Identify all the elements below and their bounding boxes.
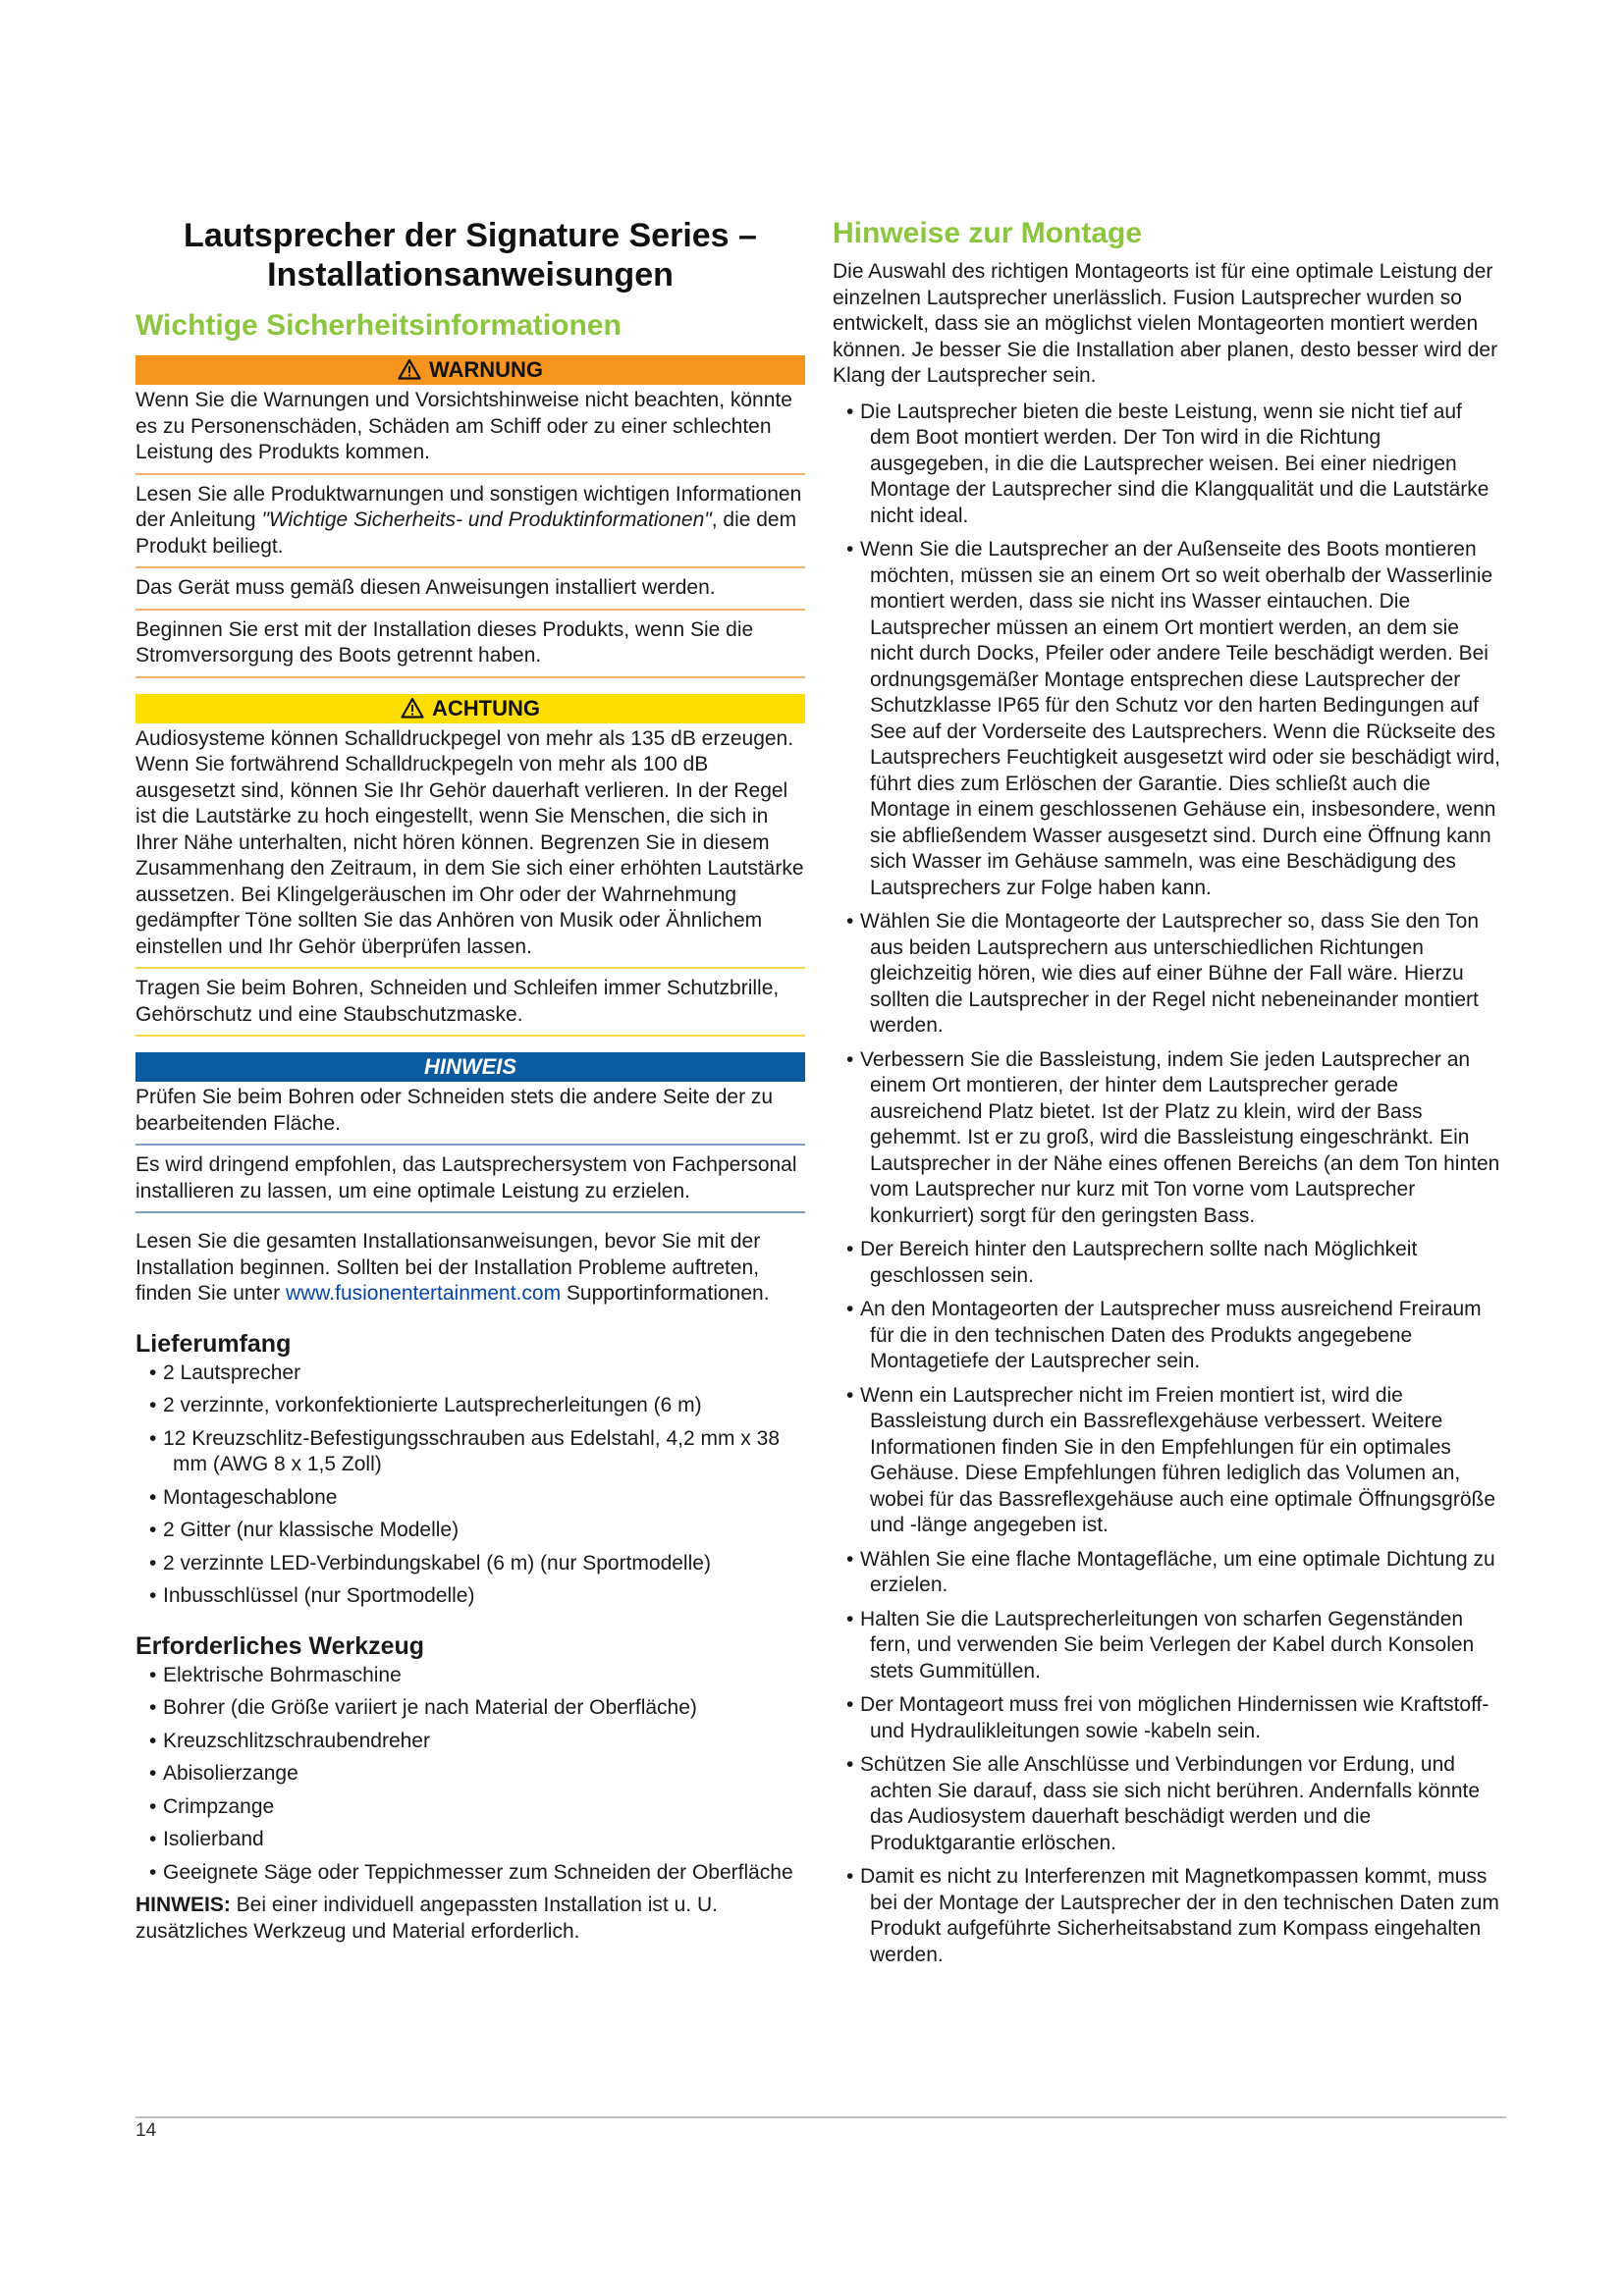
page-number: 14 bbox=[135, 2120, 157, 2141]
caution-text: Tragen Sie beim Bohren, Schneiden und Schleifen immer Schutzbrille, Gehörschutz und eine Staubschutzmaske. bbox=[135, 977, 780, 1026]
mounting-item: • Verbessern Sie die Bassleistung, indem Sie jeden Lautsprecher an einem Ort montieren, der hinter dem Lautsprecher gerade ausreichend Platz bietet. Ist der Platz zu klein, wird der Bass gehemmt. Ist er zu groß, wird die Bassleistung eingeschränkt. Ein Lautsprecher in der Nähe eines offenen Bereichs (an dem Ton hinten vom Lautsprecher nur kurz mit Ton vorne vom Lautsprecher konkurriert) sorgt für den geringsten Bass. bbox=[833, 1047, 1502, 1230]
mounting-item: • Wenn Sie die Lautsprecher an der Außenseite des Boots montieren möchten, müssen sie an einem Ort so weit oberhalb der Wasserlinie montiert werden, dass sie nicht ins Wasser eintauchen. Die Lautsprecher müssen an einem Ort montiert werden, an dem sie nicht durch Docks, Pfeiler oder andere Teile beschädigt werden. Bei ordnungsgemäßer Montage entsprechen diese Lautsprecher der Schutzklasse IP65 für den Schutz vor den harten Bedingungen auf See auf der Vorderseite des Lautsprechers. Wenn die Rückseite des Lautsprechers Feuchtigkeit ausgesetzt wird oder sie beschädigt wird, führt dies zum Erlöschen der Garantie. Dies schließt auch die Montage in einem geschlossenen Gehäuse ein, insbesondere, wenn sie abfließendem Wasser ausgesetzt sind. Durch eine Öffnung kann sich Wasser im Gehäuse sammeln, was eine Beschädigung des Lautsprechers zur Folge haben kann. bbox=[833, 537, 1502, 901]
tools-item: • Elektrische Bohrmaschine bbox=[135, 1663, 805, 1689]
caution-item bbox=[135, 973, 805, 1037]
mounting-item: • Halten Sie die Lautsprecherleitungen von scharfen Gegenständen fern, und verwenden Sie beim Verlegen der Kabel durch Konsolen stets Gummitüllen. bbox=[833, 1607, 1502, 1685]
caution-label: ACHTUNG bbox=[432, 695, 540, 721]
caution-item bbox=[135, 723, 805, 970]
notice-item bbox=[135, 1082, 805, 1146]
package-item: • Montageschablone bbox=[135, 1485, 805, 1512]
tools-item: • Abisolierzange bbox=[135, 1761, 805, 1788]
notice-text: Prüfen Sie beim Bohren oder Schneiden stets die andere Seite der zu bearbeitenden Fläche. bbox=[135, 1086, 774, 1135]
mounting-item: • Wählen Sie eine flache Montagefläche, um eine optimale Dichtung zu erzielen. bbox=[833, 1547, 1502, 1599]
package-list bbox=[135, 1361, 805, 1610]
package-item: • 2 Gitter (nur klassische Modelle) bbox=[135, 1518, 805, 1544]
left-column bbox=[135, 216, 805, 1945]
tools-item: • Isolierband bbox=[135, 1827, 805, 1853]
right-column bbox=[833, 216, 1502, 1976]
warning-guide-text: Lesen Sie alle Produktwarnungen und sonstigen wichtigen Informationen der Anleitung "Wichtige Sicherheits- und Produktinformationen", die dem Produkt beiliegt. bbox=[135, 482, 802, 558]
mounting-intro: Die Auswahl des richtigen Montageorts ist für eine optimale Leistung der einzelnen Lautsprecher unerlässlich. Fusion Lautsprecher wurden so entwickelt, dass sie an möglichst vielen Montageorten montiert werden können. Je besser Sie die Installation aber planen, desto besser wird der Klang der Lautsprecher sein. bbox=[833, 260, 1498, 387]
mounting-list bbox=[833, 400, 1502, 1969]
mounting-item: • Wählen Sie die Montageorte der Lautsprecher so, dass Sie den Ton aus beiden Lautsprechern aus unterschiedlichen Richtungen gleichzeitig hören, wie dies auf einer Bühne der Fall wäre. Hierzu sollten die Lautsprecher in der Regel nicht nebeneinander montiert werden. bbox=[833, 909, 1502, 1040]
mounting-heading: Hinweise zur Montage bbox=[833, 217, 1143, 249]
notice-banner: HINWEIS bbox=[135, 1052, 805, 1082]
document-title bbox=[135, 216, 805, 294]
support-link[interactable]: www.fusionentertainment.com bbox=[285, 1282, 562, 1305]
tools-list bbox=[135, 1663, 805, 1887]
notice-item bbox=[135, 1149, 805, 1213]
mounting-item: • Die Lautsprecher bieten die beste Leistung, wenn sie nicht tief auf dem Boot montiert werden. Der Ton wird in die Richtung ausgegeben, in die die Lautsprecher weisen. Bei einer niedrigen Montage der Lautsprecher sind die Klangqualität und die Lautstärke nicht ideal. bbox=[833, 400, 1502, 530]
package-heading: Lieferumfang bbox=[135, 1329, 292, 1358]
tools-heading: Erforderliches Werkzeug bbox=[135, 1631, 425, 1660]
tools-item: • Kreuzschlitzschraubendreher bbox=[135, 1729, 805, 1755]
warning-item bbox=[135, 479, 805, 569]
notice-text: Es wird dringend empfohlen, das Lautsprechersystem von Fachpersonal installieren zu lassen, um eine optimale Leistung zu erzielen. bbox=[135, 1153, 797, 1202]
package-item: • 2 verzinnte LED-Verbindungskabel (6 m) (nur Sportmodelle) bbox=[135, 1551, 805, 1577]
warning-item bbox=[135, 385, 805, 475]
warning-text: Beginnen Sie erst mit der Installation dieses Produkts, wenn Sie die Stromversorgung des Boots getrennt haben. bbox=[135, 617, 754, 667]
caution-block bbox=[135, 694, 805, 1038]
mounting-item: • Der Bereich hinter den Lautsprechern sollte nach Möglichkeit geschlossen sein. bbox=[833, 1237, 1502, 1289]
document-title-line1: Lautsprecher der Signature Series – bbox=[184, 217, 757, 254]
warning-block bbox=[135, 355, 805, 678]
tools-note: HINWEIS: Bei einer individuell angepassten Installation ist u. U. zusätzliches Werkzeug und Material erforderlich. bbox=[135, 1894, 718, 1943]
warning-text: Das Gerät muss gemäß diesen Anweisungen installiert werden. bbox=[135, 576, 716, 599]
tools-item: • Geeignete Säge oder Teppichmesser zum Schneiden der Oberfläche bbox=[135, 1860, 805, 1887]
warning-item bbox=[135, 572, 805, 611]
notice-block bbox=[135, 1052, 805, 1213]
caution-text: Audiosysteme können Schalldruckpegel von mehr als 135 dB erzeugen. Wenn Sie fortwährend Schalldruckpegeln von mehr als 100 dB ausgesetzt sind, können Sie Ihr Gehör dauerhaft verlieren. In der Regel ist die Lautstärke zu hoch eingestellt, wenn Sie Menschen, die sich in Ihrer Nähe unterhalten, nicht hören können. Begrenzen Sie in diesem Zusammenhang den Zeitraum, in dem Sie sich einer erhöhten Lautstärke aussetzen. Bei Klingelgeräuschen im Ohr oder der Wahrnehmung gedämpfter Töne sollten Sie das Anhören von Musik oder Ähnlichem einstellen und Ihr Gehör überprüfen lassen. bbox=[135, 726, 804, 958]
package-item: • 12 Kreuzschlitz-Befestigungsschrauben aus Edelstahl, 4,2 mm x 38 mm (AWG 8 x 1,5 Zoll) bbox=[135, 1426, 805, 1478]
warning-banner bbox=[135, 355, 805, 385]
package-item: • Inbusschlüssel (nur Sportmodelle) bbox=[135, 1583, 805, 1610]
warning-triangle-icon bbox=[398, 358, 421, 388]
footer-divider bbox=[135, 2116, 1506, 2118]
document-title-line2: Installationsanweisungen bbox=[267, 256, 674, 294]
safety-heading: Wichtige Sicherheitsinformationen bbox=[135, 309, 622, 342]
tools-item: • Bohrer (die Größe variiert je nach Material der Oberfläche) bbox=[135, 1695, 805, 1722]
mounting-item: • Der Montageort muss frei von möglichen Hindernissen wie Kraftstoff- und Hydraulikleitungen sowie -kabeln sein. bbox=[833, 1692, 1502, 1744]
warning-item bbox=[135, 614, 805, 678]
intro-paragraph: Lesen Sie die gesamten Installationsanweisungen, bevor Sie mit der Installation beginnen. Sollten bei der Installation Probleme auftreten, finden Sie unter www.fusionentertainment.com Supportinformationen. bbox=[135, 1230, 770, 1305]
warning-triangle-icon bbox=[401, 697, 424, 726]
mounting-item: • An den Montageorten der Lautsprecher muss ausreichend Freiraum für die in den technischen Daten des Produkts angegebene Montagetiefe der Lautsprecher sein. bbox=[833, 1297, 1502, 1375]
warning-text: Wenn Sie die Warnungen und Vorsichtshinweise nicht beachten, könnte es zu Personenschäden, Schäden am Schiff oder zu einer schlechten Leistung des Produkts kommen. bbox=[135, 389, 792, 463]
tools-item: • Crimpzange bbox=[135, 1794, 805, 1821]
mounting-item: • Schützen Sie alle Anschlüsse und Verbindungen vor Erdung, und achten Sie darauf, dass sie sich nicht berühren. Andernfalls könnte das Audiosystem dauerhaft beschädigt werden und die Produktgarantie erlöschen. bbox=[833, 1752, 1502, 1856]
caution-banner bbox=[135, 694, 805, 723]
package-item: • 2 Lautsprecher bbox=[135, 1361, 805, 1387]
mounting-item: • Damit es nicht zu Interferenzen mit Magnetkompassen kommt, muss bei der Montage der Lautsprecher der in den technischen Daten zum Produkt aufgeführte Sicherheitsabstand zum Kompass eingehalten werden. bbox=[833, 1864, 1502, 1968]
warning-label: WARNUNG bbox=[428, 357, 544, 382]
mounting-item: • Wenn ein Lautsprecher nicht im Freien montiert ist, wird die Bassleistung durch ein Bassreflexgehäuse verbessert. Weitere Informationen finden Sie in den Empfehlungen für ein optimales Gehäuse. Diese Empfehlungen führen lediglich das Volumen an, wobei für das Bassreflexgehäuse auch eine optimale Öffnungsgröße und -länge angegeben ist. bbox=[833, 1383, 1502, 1539]
package-item: • 2 verzinnte, vorkonfektionierte Lautsprecherleitungen (6 m) bbox=[135, 1393, 805, 1419]
tools-note-label: HINWEIS: bbox=[135, 1894, 231, 1916]
